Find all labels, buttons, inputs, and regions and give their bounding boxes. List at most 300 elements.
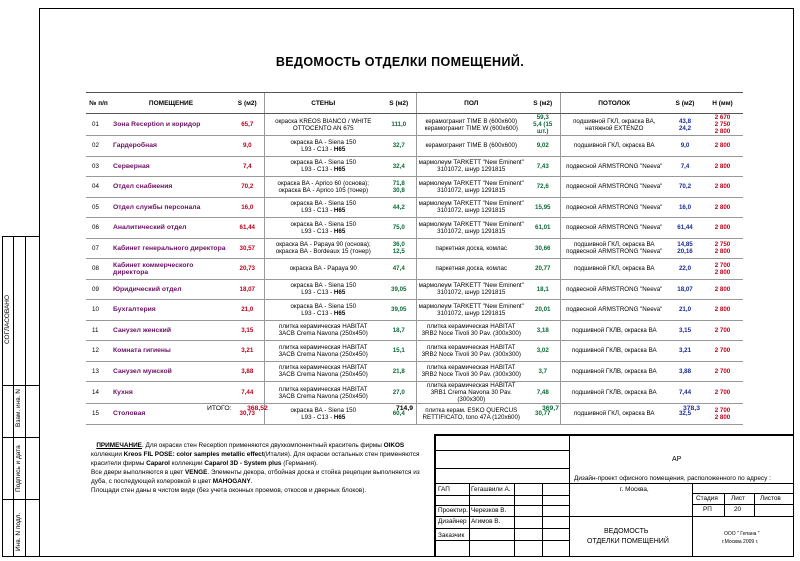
table-cell xyxy=(702,259,743,280)
cell-line: 01 xyxy=(92,121,99,128)
table-cell xyxy=(382,177,416,198)
cell-line: 2 800 xyxy=(714,128,731,135)
note-para-2 xyxy=(91,468,431,486)
cell-line: 7,48 xyxy=(536,389,549,396)
approved-label: СОГЛАСОВАНО xyxy=(4,294,11,344)
cell-line: 75,0 xyxy=(392,224,405,232)
table-cell xyxy=(86,197,111,218)
table-cell xyxy=(86,382,111,404)
checker-name: Черезков В. xyxy=(471,507,507,514)
table-cell xyxy=(382,361,416,382)
cell-line: подвесной ARMSTRONG "Neeva" xyxy=(566,248,663,256)
cell-line: 16,0 xyxy=(678,203,692,211)
table-cell xyxy=(560,279,668,300)
table-row xyxy=(86,136,743,157)
table-cell xyxy=(264,382,382,404)
stamp-line xyxy=(724,493,725,516)
col-header: ПОЛ xyxy=(416,93,526,114)
table-cell xyxy=(416,404,526,425)
table-cell xyxy=(111,156,231,177)
cell-line: 18,1 xyxy=(536,285,549,293)
replaced-inv-label: Взам. инв. N xyxy=(15,389,22,427)
cell-line: L93 - C13 - H65 xyxy=(301,289,346,297)
cell-line: 3101072, шнур 1291815 xyxy=(437,186,506,194)
cell-line: 3ACB Crema Navona (250x450) xyxy=(278,371,368,379)
col-header: S (м2) xyxy=(526,93,560,114)
table-cell xyxy=(382,238,416,259)
cell-line: 2 800 xyxy=(714,162,731,170)
cell-line: L93 - C13 - H65 xyxy=(301,207,346,215)
cell-line: 2 800 xyxy=(714,142,731,150)
table-cell xyxy=(668,238,702,259)
stamp-line xyxy=(434,540,569,541)
cell-line: подшивной ГКЛ, окраска ВА xyxy=(573,410,655,418)
cell-line: 7,4 xyxy=(242,162,252,170)
cell-line: 72,6 xyxy=(536,183,549,191)
cell-line: 2 750 xyxy=(714,121,731,128)
org-year: г.Москва 2009 г. xyxy=(722,539,759,545)
stamp-line xyxy=(692,483,693,557)
table-cell xyxy=(264,361,382,382)
total-floor-area: 369,7 xyxy=(542,405,560,412)
cell-line: подшивной ГКЛ, окраска ВА, xyxy=(573,117,656,125)
cell-line: 70,2 xyxy=(241,183,254,191)
table-cell xyxy=(231,361,264,382)
project-code: АР xyxy=(672,456,682,463)
table-cell xyxy=(560,136,668,157)
cell-line: окраска ВА - Aprico 105 (тонер) xyxy=(278,186,369,194)
cell-line: 30,77 xyxy=(535,410,551,418)
cell-line: Отдел снабжения xyxy=(113,183,173,191)
table-cell xyxy=(702,197,743,218)
cell-line: Серверная xyxy=(113,162,150,170)
table-cell xyxy=(264,177,382,198)
table-cell xyxy=(668,156,702,177)
col-header: S (м2) xyxy=(231,93,264,114)
cell-line: 18,07 xyxy=(239,285,255,293)
table-cell xyxy=(702,177,743,198)
stamp-line xyxy=(434,528,569,529)
table-cell xyxy=(231,136,264,157)
table-cell xyxy=(111,300,231,321)
table-cell xyxy=(526,218,560,239)
cell-line: L93 - C13 - H65 xyxy=(301,309,346,317)
cell-line: 18,7 xyxy=(392,326,405,334)
cell-line: OTTOCENTO AN 675 xyxy=(292,124,354,132)
table-cell xyxy=(526,156,560,177)
table-cell xyxy=(702,279,743,300)
stage-value: РП xyxy=(703,506,712,513)
cell-line: мармолеум TARKETT "New Eminent" xyxy=(418,200,524,208)
cell-line: окраска ВА - Siena 150 xyxy=(290,159,357,167)
cell-line: 18,07 xyxy=(677,285,693,293)
cell-line: окраска ВА - Papaya 90 xyxy=(289,265,357,273)
table-cell xyxy=(86,259,111,280)
sheets-header: Листов xyxy=(760,495,781,502)
table-cell xyxy=(668,136,702,157)
cell-line: 3RB2 Noce Tivoli 30 Pav. (300x300) xyxy=(421,371,521,379)
cell-line: 7,43 xyxy=(536,162,549,170)
cell-line: 32,4 xyxy=(392,162,405,170)
cell-line: плитка керамическая HABITAT xyxy=(427,323,516,331)
cell-line: 21,0 xyxy=(241,306,254,314)
table-cell xyxy=(231,259,264,280)
cell-line: 3,88 xyxy=(241,367,254,375)
table-cell xyxy=(702,218,743,239)
cell-line: 12,5 xyxy=(392,248,405,256)
strip-divider xyxy=(13,237,14,556)
cell-line: окраска ВА - Siena 150 xyxy=(290,406,357,414)
cell-line: 61,44 xyxy=(677,224,693,232)
cell-line: 3,88 xyxy=(678,367,692,375)
cell-line: керамогранит TIME W (600x600) xyxy=(424,124,518,132)
table-header-row xyxy=(86,93,743,114)
table-cell xyxy=(86,320,111,341)
cell-line: 65,7 xyxy=(241,121,254,128)
cell-line: паркетная доска, комлас xyxy=(435,244,507,252)
cell-line: 14,85 xyxy=(677,241,693,249)
stamp-line xyxy=(542,483,543,557)
cell-line: Аналитический отдел xyxy=(113,224,187,232)
cell-line: подвесной ARMSTRONG "Neeva" xyxy=(566,183,663,191)
cell-line: 30,57 xyxy=(239,244,255,252)
stamp-line xyxy=(434,434,794,436)
cell-line: окраска ВА - Bordeaux 15 (тонер) xyxy=(275,248,371,256)
table-cell xyxy=(560,114,668,136)
cell-line: 02 xyxy=(92,142,99,150)
cell-line: 21,8 xyxy=(392,367,405,375)
cell-line: 3ACB Crema Navona (250x450) xyxy=(278,330,368,338)
cell-line: 3ACB Crema Navona (250x450) xyxy=(278,350,368,358)
table-row xyxy=(86,197,743,218)
cell-line: 24,2 xyxy=(678,124,692,132)
cell-line: 3ACB Crema Navona (250x450) xyxy=(278,392,368,400)
table-cell xyxy=(382,300,416,321)
cell-line: 70,2 xyxy=(678,183,692,191)
cell-line: 3,7 xyxy=(538,367,548,375)
cell-line: RETTIFICATO, tono 47A (120x600) xyxy=(422,413,520,421)
table-cell xyxy=(264,238,382,259)
table-cell xyxy=(382,382,416,404)
stage-header: Стадия xyxy=(696,495,718,502)
col-header: S (м2) xyxy=(382,93,416,114)
table-cell xyxy=(702,404,743,425)
table-cell xyxy=(668,341,702,362)
table-cell xyxy=(382,259,416,280)
strip-hline xyxy=(3,499,39,500)
total-wall-area: 714,9 xyxy=(396,405,414,412)
cell-line: L93 - C13 - H65 xyxy=(301,227,346,235)
table-cell xyxy=(111,136,231,157)
cell-line: 07 xyxy=(92,244,99,252)
cell-line: 2 700 xyxy=(714,367,731,375)
table-cell xyxy=(560,238,668,259)
table-cell xyxy=(560,361,668,382)
table-cell xyxy=(560,259,668,280)
table-cell xyxy=(111,218,231,239)
cell-line: 09 xyxy=(92,285,99,293)
table-cell xyxy=(231,341,264,362)
table-cell xyxy=(668,114,702,136)
cell-line: подвесной ARMSTRONG "Neeva" xyxy=(566,203,663,211)
gap-role: ГАП xyxy=(438,486,450,493)
cell-line: 20,73 xyxy=(239,265,255,273)
cell-line: подшивной ГКЛ, окраска ВА xyxy=(573,241,655,249)
org-name: ООО " Гепана " xyxy=(724,531,760,537)
table-cell xyxy=(86,114,111,136)
cell-line: L93 - C13 - H65 xyxy=(301,145,346,153)
cell-line: 60,4 xyxy=(392,410,405,418)
stamp-line xyxy=(434,450,569,451)
table-cell xyxy=(668,361,702,382)
stamp-line xyxy=(434,516,794,517)
table-cell xyxy=(416,156,526,177)
cell-line: мармолеум TARKETT "New Eminent" xyxy=(418,282,524,290)
table-cell xyxy=(86,300,111,321)
cell-line: плитка керамическая HABITAT xyxy=(279,343,368,351)
total-room-area: 368,52 xyxy=(247,405,268,412)
cell-line: 2 750 xyxy=(714,241,731,249)
table-cell xyxy=(526,177,560,198)
cell-line: подшивной ГКЛВ, окраска ВА xyxy=(571,367,657,375)
table-cell xyxy=(231,238,264,259)
cell-line: Комната гигиены xyxy=(113,347,171,355)
cell-line: Юридический отдел xyxy=(113,285,182,293)
cell-line: 22,0 xyxy=(678,265,692,273)
cell-line: окраска ВА - Siena 150 xyxy=(290,138,357,146)
table-cell xyxy=(264,218,382,239)
note-bold: Caparol xyxy=(146,460,170,467)
project-name: Дизайн-проект офисного помещения, расположенного по адресу : xyxy=(574,475,771,482)
note-bold: MAHOGANY xyxy=(212,478,251,485)
col-header: S (м2) xyxy=(668,93,702,114)
table-cell xyxy=(416,361,526,382)
title-block xyxy=(434,434,794,557)
inv-orig-label: Инв. N подл. xyxy=(15,512,22,551)
cell-line: 32,7 xyxy=(392,142,405,150)
table-cell xyxy=(416,114,526,136)
cell-line: 05 xyxy=(92,203,99,211)
table-cell xyxy=(526,382,560,404)
table-row xyxy=(86,259,743,280)
note-text: . xyxy=(250,478,253,485)
cell-line: мармолеум TARKETT "New Eminent" xyxy=(418,179,524,187)
cell-line: 32,5 xyxy=(678,410,692,418)
cell-line: 30,73 xyxy=(239,410,255,418)
table-cell xyxy=(416,279,526,300)
cell-line: 2 700 xyxy=(714,406,731,414)
table-row xyxy=(86,361,743,382)
cell-line: 13 xyxy=(92,367,99,375)
project-city: г. Москва, xyxy=(620,486,649,493)
table-cell xyxy=(382,218,416,239)
col-header: Н (мм) xyxy=(702,93,743,114)
cell-line: Столовая xyxy=(113,410,146,418)
table-cell xyxy=(702,114,743,136)
total-ceiling-area: 378,3 xyxy=(683,405,701,412)
customer-role: Заказчик xyxy=(438,532,465,539)
table-cell xyxy=(526,300,560,321)
table-cell xyxy=(231,382,264,404)
table-cell xyxy=(416,238,526,259)
cell-line: Отдел службы персонала xyxy=(113,203,201,211)
note-text: . Для окраски стен Reception применяются двухкомпонентный краситель фирмы xyxy=(141,442,382,449)
cell-line: подвесной ARMSTRONG "Neeva" xyxy=(566,162,663,170)
cell-line: подвесной ARMSTRONG "Neeva" xyxy=(566,306,663,314)
cell-line: Санузел мужской xyxy=(113,367,172,375)
table-cell xyxy=(560,218,668,239)
table-cell xyxy=(702,382,743,404)
table-cell xyxy=(382,279,416,300)
table-cell xyxy=(264,320,382,341)
stamp-line xyxy=(692,504,794,505)
note-text: коллекции xyxy=(91,451,124,458)
table-cell xyxy=(702,361,743,382)
table-cell xyxy=(526,361,560,382)
table-cell xyxy=(111,279,231,300)
checker-role: Проектир. xyxy=(438,507,468,514)
sign-date-label: Подпись и дата xyxy=(15,445,22,492)
cell-line: 2 700 xyxy=(714,326,731,334)
cell-line: 59,3 xyxy=(536,114,549,121)
table-cell xyxy=(231,218,264,239)
note-text: . Элементы декора, отбойная доска и стойка рецепции выполняется из дуба, с последующей колеровкой в цвет xyxy=(91,469,420,485)
table-cell xyxy=(526,197,560,218)
cell-line: 3,02 xyxy=(536,347,549,355)
stamp-line xyxy=(434,505,569,506)
table-cell xyxy=(111,259,231,280)
cell-line: 7,4 xyxy=(680,162,690,170)
cell-line: 47,4 xyxy=(392,265,405,273)
table-cell xyxy=(416,259,526,280)
table-cell xyxy=(416,136,526,157)
table-cell xyxy=(526,341,560,362)
table-row xyxy=(86,300,743,321)
cell-line: подшивной ГКЛВ, окраска ВА xyxy=(571,389,657,396)
cell-line: окраска ВА - Siena 150 xyxy=(290,220,357,228)
cell-line: 111,0 xyxy=(391,121,407,128)
table-cell xyxy=(231,279,264,300)
table-cell xyxy=(560,300,668,321)
cell-line: плитка керамическая HABITAT xyxy=(427,364,516,372)
cell-line: 3,15 xyxy=(678,326,692,334)
cell-line: плитка керамическая HABITAT xyxy=(279,364,368,372)
cell-line: подшивной ГКЛВ, окраска ВА xyxy=(571,347,657,355)
cell-line: 3,21 xyxy=(678,347,692,355)
table-cell xyxy=(668,259,702,280)
cell-line: 2 800 xyxy=(714,306,731,314)
table-cell xyxy=(231,320,264,341)
table-cell xyxy=(526,279,560,300)
cell-line: L93 - C13 - H65 xyxy=(301,413,346,421)
cell-line: окраска ВА - Siena 150 xyxy=(290,282,357,290)
cell-line: 61,01 xyxy=(535,224,551,232)
cell-line: 20,16 xyxy=(677,248,693,256)
stamp-line xyxy=(434,468,569,469)
cell-line: Кабинет коммерческого директора xyxy=(113,261,194,276)
cell-line: 2 700 xyxy=(714,347,731,355)
table-cell xyxy=(526,114,560,136)
table-cell xyxy=(560,197,668,218)
cell-line: мармолеум TARKETT "New Eminent" xyxy=(418,302,524,310)
table-cell xyxy=(86,341,111,362)
cell-line: 3101072, шнур 1291815 xyxy=(437,289,506,297)
cell-line: окраска KREOS BIANCO / WHITE xyxy=(275,117,372,125)
cell-line: окраска ВА - Aprico 60 (основа); xyxy=(277,179,369,187)
table-cell xyxy=(264,279,382,300)
table-cell xyxy=(702,300,743,321)
cell-line: 16,0 xyxy=(241,203,254,211)
table-cell xyxy=(86,238,111,259)
table-cell xyxy=(111,114,231,136)
note-text: коллекции xyxy=(169,460,205,467)
cell-line: 2 670 xyxy=(714,114,731,121)
cell-line: плитка керамическая HABITAT xyxy=(427,382,516,389)
stamp-line xyxy=(692,493,794,494)
cell-line: 12 xyxy=(92,347,99,355)
cell-line: 2 800 xyxy=(714,268,731,276)
strip-hline xyxy=(3,437,39,438)
cell-line: 9,02 xyxy=(536,142,549,150)
cell-line: 3101072, шнур 1291815 xyxy=(437,207,506,215)
cell-line: подвесной ARMSTRONG "Neeva" xyxy=(566,285,663,293)
table-cell xyxy=(560,320,668,341)
table-cell xyxy=(560,177,668,198)
table-cell xyxy=(668,300,702,321)
cell-line: мармолеум TARKETT "New Eminent" xyxy=(418,220,524,228)
cell-line: подшивной ГКЛ, окраска ВА xyxy=(573,142,655,150)
note-bold: Kreos FIL POSE: color samples metallic effect xyxy=(123,451,264,458)
cell-line: 9,0 xyxy=(242,142,252,150)
col-header: № п/п xyxy=(86,93,111,114)
cell-line: 9,0 xyxy=(680,142,690,150)
stamp-line xyxy=(514,483,515,557)
table-cell xyxy=(668,382,702,404)
cell-line: плитка керамическая HABITAT xyxy=(427,343,516,351)
table-cell xyxy=(668,197,702,218)
cell-line: 39,05 xyxy=(391,285,407,293)
cell-line: 2 700 xyxy=(714,389,731,396)
cell-line: 39,05 xyxy=(391,306,407,314)
table-cell xyxy=(264,136,382,157)
table-cell xyxy=(86,177,111,198)
table-cell xyxy=(231,114,264,136)
cell-line: 2 800 xyxy=(714,248,731,256)
table-cell xyxy=(231,177,264,198)
cell-line: 15 xyxy=(92,410,99,418)
note-heading: ПРИМЕЧАНИЕ xyxy=(96,442,142,449)
designer-role: Дизайнер xyxy=(438,518,467,525)
gap-name: Гегашвили А. xyxy=(471,486,511,493)
cell-line: 3RB1 Crema Navona 30 Pav. (300x300) xyxy=(430,389,512,403)
strip-hline xyxy=(3,385,39,386)
table-cell xyxy=(111,382,231,404)
table-cell xyxy=(416,218,526,239)
note-text: Все двери выполняются в цвет xyxy=(91,469,186,476)
cell-line: L93 - C13 - H65 xyxy=(301,166,346,174)
cell-line: 3RB2 Noce Tivoli 30 Pav. (300x300) xyxy=(421,350,521,358)
sheet-value: 20 xyxy=(734,506,742,513)
table-cell xyxy=(560,404,668,425)
table-cell xyxy=(416,320,526,341)
cell-line: Санузел женский xyxy=(113,326,171,334)
table-cell xyxy=(264,300,382,321)
stamp-line xyxy=(434,483,794,484)
cell-line: подшивной ГКЛВ, окраска ВА xyxy=(571,326,657,334)
table-cell xyxy=(702,341,743,362)
table-cell xyxy=(231,300,264,321)
table-row xyxy=(86,177,743,198)
